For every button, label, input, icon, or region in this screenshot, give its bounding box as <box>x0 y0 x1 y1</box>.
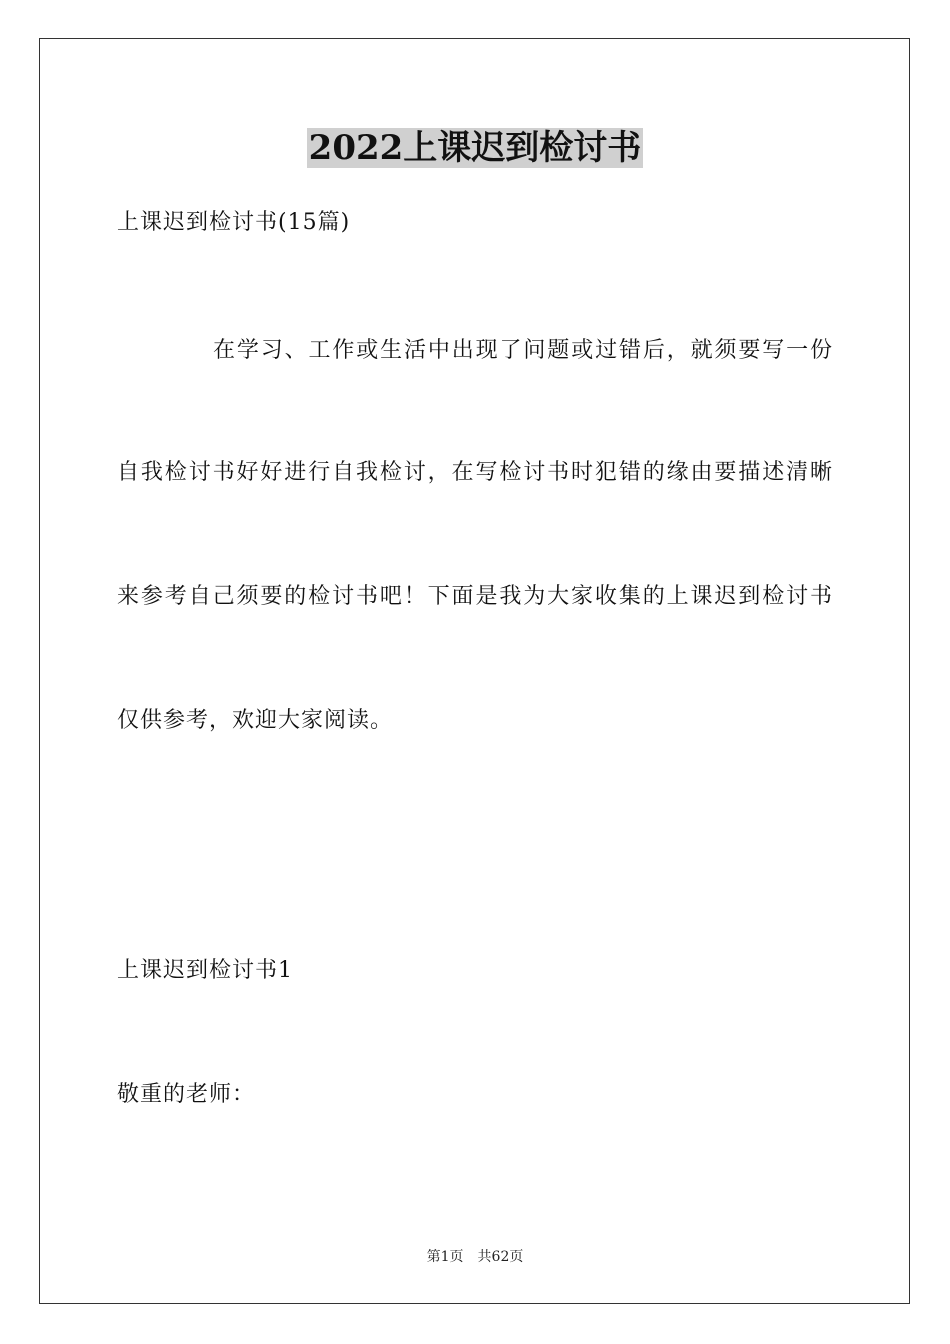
intro-line-2: 自我检讨书好好进行自我检讨，在写检讨书时犯错的缘由要描述清晰 <box>117 460 833 485</box>
document-title <box>0 126 950 170</box>
document-title-text: 2022上课迟到检讨书 <box>308 128 642 168</box>
intro-line-3: 来参考自己须要的检讨书吧！下面是我为大家收集的上课迟到检讨书 <box>117 584 833 609</box>
document-subtitle: 上课迟到检讨书(15篇) <box>117 210 351 235</box>
section-heading: 上课迟到检讨书1 <box>117 958 293 983</box>
intro-line-1: 在学习、工作或生活中出现了问题或过错后，就须要写一份 <box>213 338 833 363</box>
page-number: 第1页 <box>426 1249 464 1265</box>
salutation: 敬重的老师： <box>117 1082 256 1107</box>
intro-line-4: 仅供参考，欢迎大家阅读。 <box>117 708 394 733</box>
page-footer <box>0 1248 950 1266</box>
page-total: 共62页 <box>477 1249 524 1265</box>
